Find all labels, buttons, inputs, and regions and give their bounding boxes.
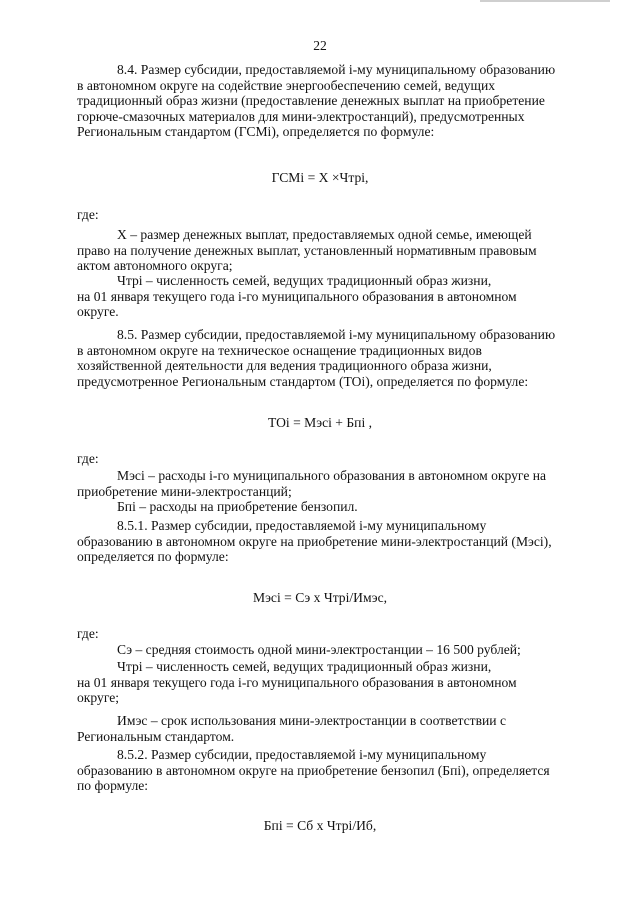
formula-gsm: ГСМi = X ×Чтрi,	[271, 170, 369, 185]
text-line: образованию в автономном округе на приобретение мини-электростанций (Мэсi),	[77, 533, 552, 549]
definition-chtr	[77, 273, 607, 320]
text-line: на 01 января текущего года i-го муниципального образования в автономном	[77, 288, 517, 304]
text-line: в автономном округе на техническое оснащение традиционных видов	[77, 342, 482, 358]
definition-imes	[77, 713, 607, 744]
definition-se	[77, 642, 607, 658]
text-line: по формуле:	[77, 778, 149, 793]
where-label: где:	[77, 626, 99, 641]
text-line: предусмотренное Региональным стандартом (ТОi), определяется по формуле:	[77, 373, 529, 389]
text-line: 8.5.1. Размер субсидии, предоставляемой i-му муниципальному	[117, 518, 487, 533]
text-line: округе.	[77, 304, 119, 319]
text-line: Региональным стандартом (ГСМi), определяется по формуле:	[77, 124, 435, 139]
formula-to: ТОi = Мэсi + Бпi ,	[267, 415, 373, 430]
paragraph-8-5	[77, 327, 607, 389]
definition-bp: Бпi – расходы на приобретение бензопил.	[117, 499, 358, 514]
text-line: определяется по формуле:	[77, 549, 229, 564]
text-line: Региональным стандартом.	[77, 728, 235, 744]
text-line: X – размер денежных выплат, предоставляемых одной семье, имеющей	[117, 227, 532, 242]
scan-edge-mark	[480, 0, 610, 2]
formula-bp: Бпi = Сб x Чтрi/Иб,	[263, 818, 377, 833]
text-line: образованию в автономном округе на приобретение бензопил (Бпi), определяется	[77, 762, 550, 778]
text-line: хозяйственной деятельности для ведения традиционного образа жизни,	[77, 358, 492, 373]
text-line: 8.4. Размер субсидии, предоставляемой i-му муниципальному образованию	[117, 62, 556, 77]
where-label: где:	[77, 451, 99, 466]
text-line: горюче-смазочных материалов для мини-электростанций), предусмотренных	[77, 108, 525, 124]
text-line: право на получение денежных выплат, установленный нормативным правовым	[77, 242, 537, 258]
paragraph-8-5-2	[77, 747, 607, 794]
where-label: где:	[77, 207, 99, 222]
formula-mes: Мэсi = Сэ x Чтрi/Имэс,	[253, 590, 387, 605]
text-line: 8.5.2. Размер субсидии, предоставляемой i-му муниципальному	[117, 747, 487, 762]
definition-chtr-2	[77, 659, 607, 706]
text-line: Имэс – срок использования мини-электростанции в соответствии с	[117, 713, 506, 728]
text-line: приобретение мини-электростанций;	[77, 483, 292, 499]
paragraph-8-5-1	[77, 518, 607, 565]
text-line: Чтрi – численность семей, ведущих традиционный образ жизни,	[117, 273, 492, 288]
page-number: 22	[313, 38, 327, 53]
text-line: Сэ – средняя стоимость одной мини-электростанции – 16 500 рублей;	[117, 642, 521, 657]
text-line: в автономном округе на содействие энергообеспечению семей, ведущих	[77, 77, 496, 93]
text-line: Чтрi – численность семей, ведущих традиционный образ жизни,	[117, 659, 492, 674]
paragraph-8-4	[77, 62, 607, 140]
text-line: традиционный образ жизни (предоставление денежных выплат на приобретение	[77, 93, 545, 108]
text-line: Мэсi – расходы i-го муниципального образования в автономном округе на	[117, 468, 547, 483]
text-line: округе;	[77, 690, 120, 705]
definition-mes	[77, 468, 607, 515]
text-line: актом автономного округа;	[77, 258, 233, 273]
definition-x	[77, 227, 607, 274]
text-line: 8.5. Размер субсидии, предоставляемой i-му муниципальному образованию	[117, 327, 556, 342]
text-line: на 01 января текущего года i-го муниципального образования в автономном	[77, 674, 517, 690]
